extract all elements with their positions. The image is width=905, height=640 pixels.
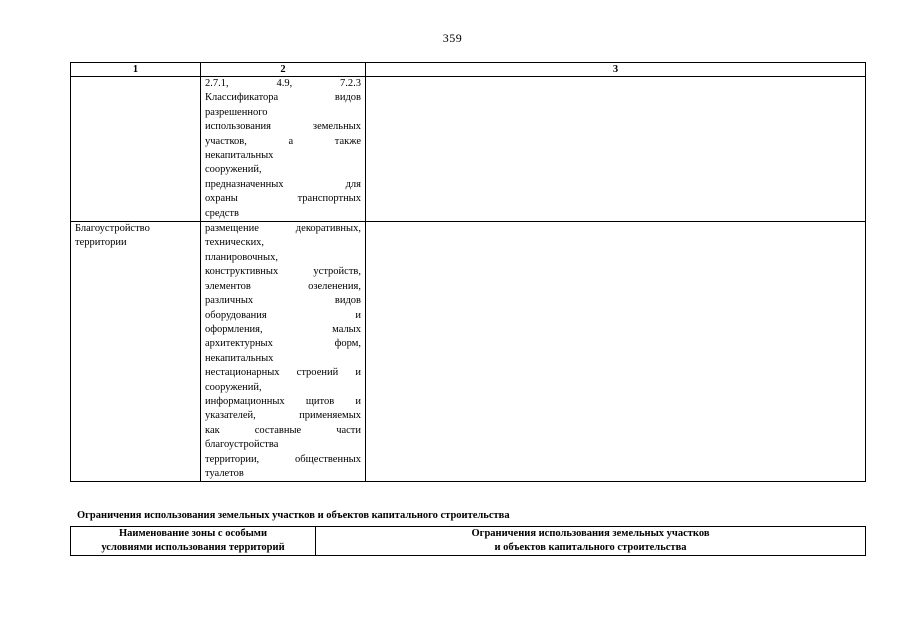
cell-line: разрешенного (205, 106, 268, 118)
cell-line: территории, общественных (205, 453, 361, 465)
column-header-1: 1 (71, 63, 201, 77)
cell-line: указателей, применяемых (205, 410, 361, 422)
page-number: 359 (442, 31, 463, 45)
header-line: Наименование зоны с особыми (119, 528, 267, 539)
cell-line: некапитальных (205, 352, 274, 364)
land-use-table (70, 62, 866, 482)
cell-line: предназначенных для (205, 178, 361, 190)
table-row (71, 77, 866, 222)
table-header-row (71, 63, 866, 77)
restrictions-header-zone (71, 527, 316, 556)
cell-line: сооружений, (205, 164, 262, 176)
cell-line: туалетов (205, 467, 244, 479)
cell-line: как составные части (205, 424, 361, 436)
cell-line: конструктивных устройств, (205, 266, 361, 278)
cell-line: планировочных, (205, 251, 278, 263)
cell-line: охраны транспортных (205, 193, 361, 205)
row-2-col-1: Благоустройство территории (71, 222, 201, 482)
cell-line: 2.7.1, 4.9, 7.2.3 (205, 78, 361, 89)
cell-line: благоустройства (205, 439, 279, 451)
cell-line: архитектурных форм, (205, 338, 361, 350)
cell-line: технических, (205, 237, 265, 249)
header-line: Ограничения использования земельных участков (471, 528, 710, 539)
cell-line: участков, а также (205, 135, 361, 147)
cell-line: различных видов (205, 295, 361, 307)
cell-line: использования земельных (205, 121, 361, 133)
cell-line: Классификатора видов (205, 92, 361, 104)
cell-line: некапитальных (205, 150, 274, 162)
section-heading: Ограничения использования земельных участков и объектов капитального строительства (77, 510, 510, 521)
column-header-3: 3 (366, 63, 866, 77)
row-1-col-1 (71, 77, 201, 222)
cell-line: средств (205, 207, 239, 219)
row-2-col-2 (201, 222, 366, 482)
cell-line: сооружений, (205, 381, 262, 393)
cell-line: элементов озеленения, (205, 280, 361, 292)
row-1-col-2 (201, 77, 366, 222)
cell-line: размещение декоративных, (205, 223, 361, 235)
cell-line: оборудования и (205, 309, 361, 321)
cell-line: нестационарных строений и (205, 367, 361, 379)
header-line: условиями использования территорий (101, 542, 285, 553)
restrictions-table (70, 526, 866, 556)
cell-line: информационных щитов и (205, 395, 361, 407)
header-line: и объектов капитального строительства (494, 542, 687, 553)
restrictions-header-row (71, 527, 866, 556)
cell-line: оформления, малых (205, 323, 361, 335)
table-row (71, 222, 866, 482)
row-1-col-3 (366, 77, 866, 222)
row-2-col-3 (366, 222, 866, 482)
restrictions-header-limits (316, 527, 866, 556)
column-header-2: 2 (201, 63, 366, 77)
